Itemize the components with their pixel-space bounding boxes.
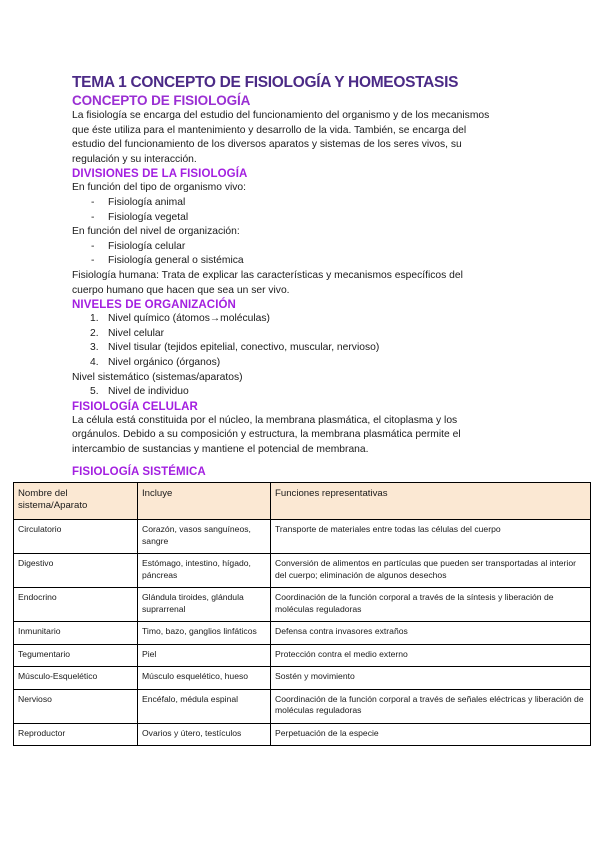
table-cell: Ovarios y útero, testículos [138,723,271,746]
niveles-systemic: Nivel sistemático (sistemas/aparatos) [72,371,243,383]
table-row [14,622,591,645]
table-cell: Endocrino [14,588,138,622]
list-item: - Fisiología general o sistémica [72,254,532,269]
table-cell: Estómago, intestino, hígado, páncreas [138,554,271,588]
paragraph-line: intercambio de sustancias y mantiene el potencial de membrana. [72,443,369,455]
table-row [14,667,591,690]
table-cell: Corazón, vasos sanguíneos, sangre [138,520,271,554]
list-item: 3. Nivel tisular (tejidos epitelial, conectivo, muscular, nervioso) [90,342,380,354]
divisiones-organism-intro: En función del tipo de organismo vivo: [72,182,247,194]
heading-niveles: NIVELES DE ORGANIZACIÓN [72,299,236,312]
list-item: - Fisiología vegetal [72,211,532,226]
paragraph-line: Fisiología humana: Trata de explicar las características y mecanismos específicos del [72,269,463,281]
paragraph-line: La fisiología se encarga del estudio del funcionamiento del organismo y de los mecanismos [72,110,490,121]
niveles-list [72,312,532,370]
paragraph-line: regulación y su interacción. [72,153,197,165]
paragraph-line: orgánulos. Debido a su composición y estructura, la membrana plasmática permite el [72,429,461,441]
heading-celular: FISIOLOGÍA CELULAR [72,400,198,413]
list-item: 5. Nivel de individuo [90,386,189,398]
table-row [14,588,591,622]
paragraph-line: La célula está constituida por el núcleo, la membrana plasmática, el citoplasma y los [72,414,458,426]
table-cell: Piel [138,644,271,667]
table-cell: Protección contra el medio externo [271,644,591,667]
table-cell: Coordinación de la función corporal a través de señales eléctricas y liberación de moléculas reguladoras [271,689,591,723]
heading-divisiones: DIVISIONES DE LA FISIOLOGÍA [72,168,248,181]
level-list [72,240,532,269]
page-title: TEMA 1 CONCEPTO DE FISIOLOGÍA Y HOMEOSTASIS [72,74,459,91]
table-row [14,554,591,588]
table-cell: Defensa contra invasores extraños [271,622,591,645]
list-item: 2. Nivel celular [90,327,165,339]
table-cell: Circulatorio [14,520,138,554]
list-item: 1. Nivel químico (átomos→moléculas) [90,313,270,325]
table-header-row [14,483,591,520]
table-cell: Nervioso [14,689,138,723]
table-cell: Glándula tiroides, glándula suprarrenal [138,588,271,622]
table-row [14,689,591,723]
table-cell: Timo, bazo, ganglios linfáticos [138,622,271,645]
list-item: - Fisiología celular [72,240,532,255]
list-item: 4. Nivel orgánico (órganos) [90,356,221,368]
table-cell: Músculo esquelético, hueso [138,667,271,690]
table-cell: Reproductor [14,723,138,746]
list-item: - Fisiología animal [72,196,532,211]
table-cell: Músculo-Esquelético [14,667,138,690]
table-cell: Digestivo [14,554,138,588]
niveles-list-last [72,385,532,400]
column-header-system: Nombre del sistema/Aparato [14,483,138,520]
paragraph-line: cuerpo humano que hacen que sea un ser vivo. [72,284,290,296]
table-cell: Tegumentario [14,644,138,667]
column-header-functions: Funciones representativas [271,483,591,520]
heading-sistemica: FISIOLOGÍA SISTÉMICA [72,466,206,478]
heading-concepto: CONCEPTO DE FISIOLOGÍA [72,93,251,108]
table-cell: Perpetuación de la especie [271,723,591,746]
table-cell: Conversión de alimentos en partículas que pueden ser transportadas al interior del cuerpo; eliminación de algunos desechos [271,554,591,588]
table-cell: Coordinación de la función corporal a través de la síntesis y liberación de moléculas reguladoras [271,588,591,622]
table-row [14,723,591,746]
table-cell: Sostén y movimiento [271,667,591,690]
divisiones-level-intro: En función del nivel de organización: [72,226,240,238]
table-row [14,520,591,554]
table-cell: Inmunitario [14,622,138,645]
column-header-includes: Incluye [138,483,271,520]
table-cell: Encéfalo, médula espinal [138,689,271,723]
systems-table [13,482,591,746]
table-row [14,644,591,667]
paragraph-line: estudio del funcionamiento de los diversos aparatos y sistemas de los seres vivos, su [72,139,462,151]
organism-list [72,196,532,225]
document-body [72,74,532,457]
paragraph-line: que éste utiliza para el mantenimiento y desarrollo de la vida. También, se encarga del [72,124,467,136]
table-cell: Transporte de materiales entre todas las células del cuerpo [271,520,591,554]
